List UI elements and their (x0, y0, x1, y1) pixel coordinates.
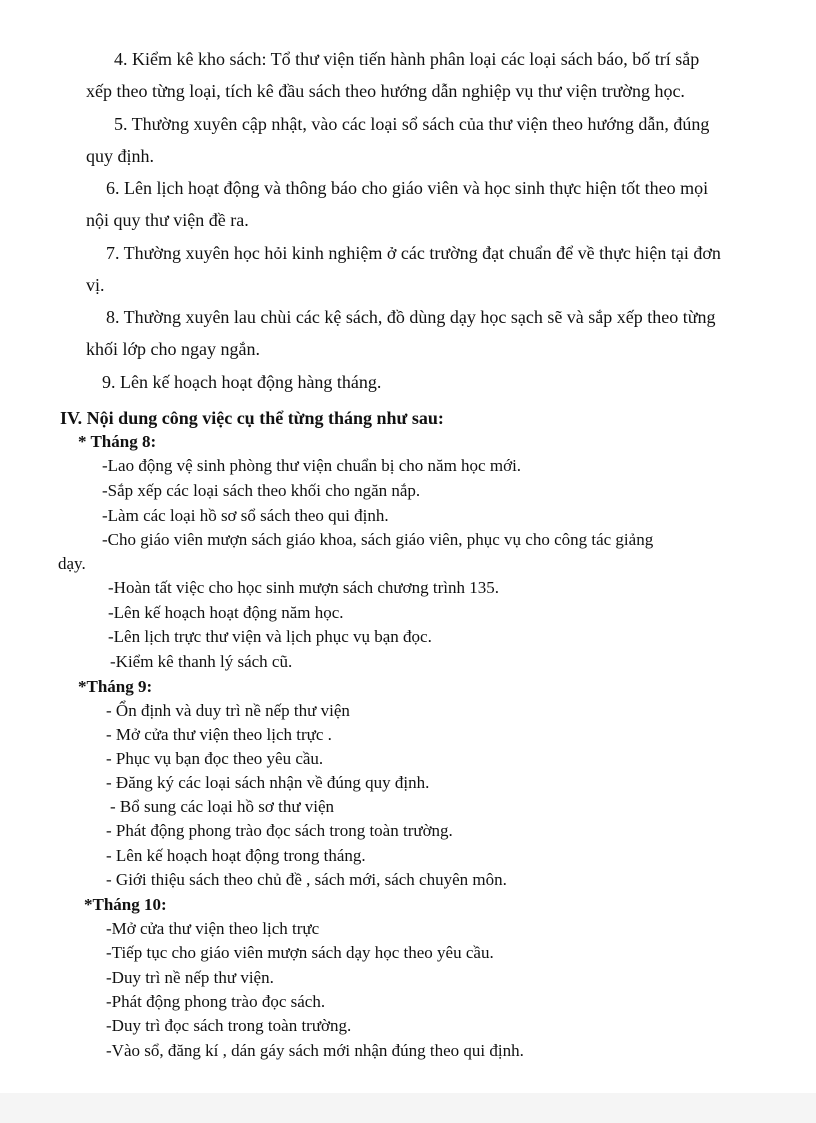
month-9-item: - Đăng ký các loại sách nhận về đúng quy định. (106, 773, 430, 792)
numbered-item-9 (86, 366, 768, 398)
month-8-item: -Hoàn tất việc cho học sinh mượn sách chương trình 135. (108, 578, 499, 597)
item-6-first-line: 6. Lên lịch hoạt động và thông báo cho giáo viên và học sinh thực hiện tốt theo mọi (106, 178, 709, 198)
month-8-item: -Lên lịch trực thư viện và lịch phục vụ bạn đọc. (108, 627, 432, 646)
month-8-item: -Lao động vệ sinh phòng thư viện chuẩn bị cho năm học mới. (102, 456, 522, 475)
month-8-item: -Cho giáo viên mượn sách giáo khoa, sách giáo viên, phục vụ cho công tác giảng (102, 530, 654, 549)
month-9-item: - Phát động phong trào đọc sách trong toàn trường. (106, 821, 453, 840)
numbered-item-8 (86, 301, 768, 365)
numbered-item-5 (86, 108, 768, 172)
month-8-heading: * Tháng 8: (78, 432, 157, 451)
numbered-item-7 (86, 237, 768, 301)
month-9-item: - Ổn định và duy trì nề nếp thư viện (106, 701, 350, 720)
month-10-item: -Duy trì đọc sách trong toàn trường. (106, 1016, 352, 1035)
month-9-item: - Giới thiệu sách theo chủ đề , sách mới, sách chuyên môn. (106, 870, 507, 889)
month-10-item: -Tiếp tục cho giáo viên mượn sách dạy học theo yêu cầu. (106, 943, 494, 962)
item-6-continuation: nội quy thư viện đề ra. (86, 210, 249, 230)
section-title: IV. Nội dung công việc cụ thể từng tháng như sau: (60, 408, 444, 428)
item-5-continuation: quy định. (86, 146, 155, 166)
page-bottom-margin (0, 1093, 816, 1123)
month-10-item: -Mở cửa thư viện theo lịch trực (106, 919, 320, 938)
month-10-item: -Duy trì nề nếp thư viện. (106, 968, 274, 987)
item-4-first-line: 4. Kiểm kê kho sách: Tổ thư viện tiến hành phân loại các loại sách báo, bố trí sắp (114, 49, 700, 69)
item-8-continuation: khối lớp cho ngay ngắn. (86, 339, 260, 359)
month-8-item: -Làm các loại hồ sơ sổ sách theo qui định. (102, 506, 389, 525)
month-8-item-continuation: dạy. (58, 554, 86, 573)
month-10-heading: *Tháng 10: (84, 895, 167, 914)
month-8-item: -Sắp xếp các loại sách theo khối cho ngăn nắp. (102, 481, 421, 500)
item-4-continuation: xếp theo từng loại, tích kê đầu sách theo hướng dẫn nghiệp vụ thư viện trường học. (86, 81, 685, 101)
numbered-item-6 (86, 172, 768, 236)
item-7-first-line: 7. Thường xuyên học hỏi kinh nghiệm ở các trường đạt chuẩn để về thực hiện tại đơn (106, 243, 721, 263)
item-9-first-line: 9. Lên kế hoạch hoạt động hàng tháng. (102, 372, 382, 392)
month-9-item: - Lên kế hoạch hoạt động trong tháng. (106, 846, 366, 865)
item-5-first-line: 5. Thường xuyên cập nhật, vào các loại sổ sách của thư viện theo hướng dẫn, đúng (114, 114, 710, 134)
month-8-item: -Lên kế hoạch hoạt động năm học. (108, 603, 344, 622)
month-10-item: -Vào sổ, đăng kí , dán gáy sách mới nhận đúng theo qui định. (106, 1041, 524, 1060)
item-7-continuation: vị. (86, 275, 105, 295)
month-9-item: - Mở cửa thư viện theo lịch trực . (106, 725, 332, 744)
month-8-item: -Kiểm kê thanh lý sách cũ. (110, 652, 293, 671)
month-10-item: -Phát động phong trào đọc sách. (106, 992, 326, 1011)
month-9-item: - Phục vụ bạn đọc theo yêu cầu. (106, 749, 324, 768)
numbered-item-4 (86, 43, 768, 107)
month-9-item: - Bổ sung các loại hồ sơ thư viện (110, 797, 335, 816)
item-8-first-line: 8. Thường xuyên lau chùi các kệ sách, đồ dùng dạy học sạch sẽ và sắp xếp theo từng (106, 307, 716, 327)
month-9-heading: *Tháng 9: (78, 677, 153, 696)
